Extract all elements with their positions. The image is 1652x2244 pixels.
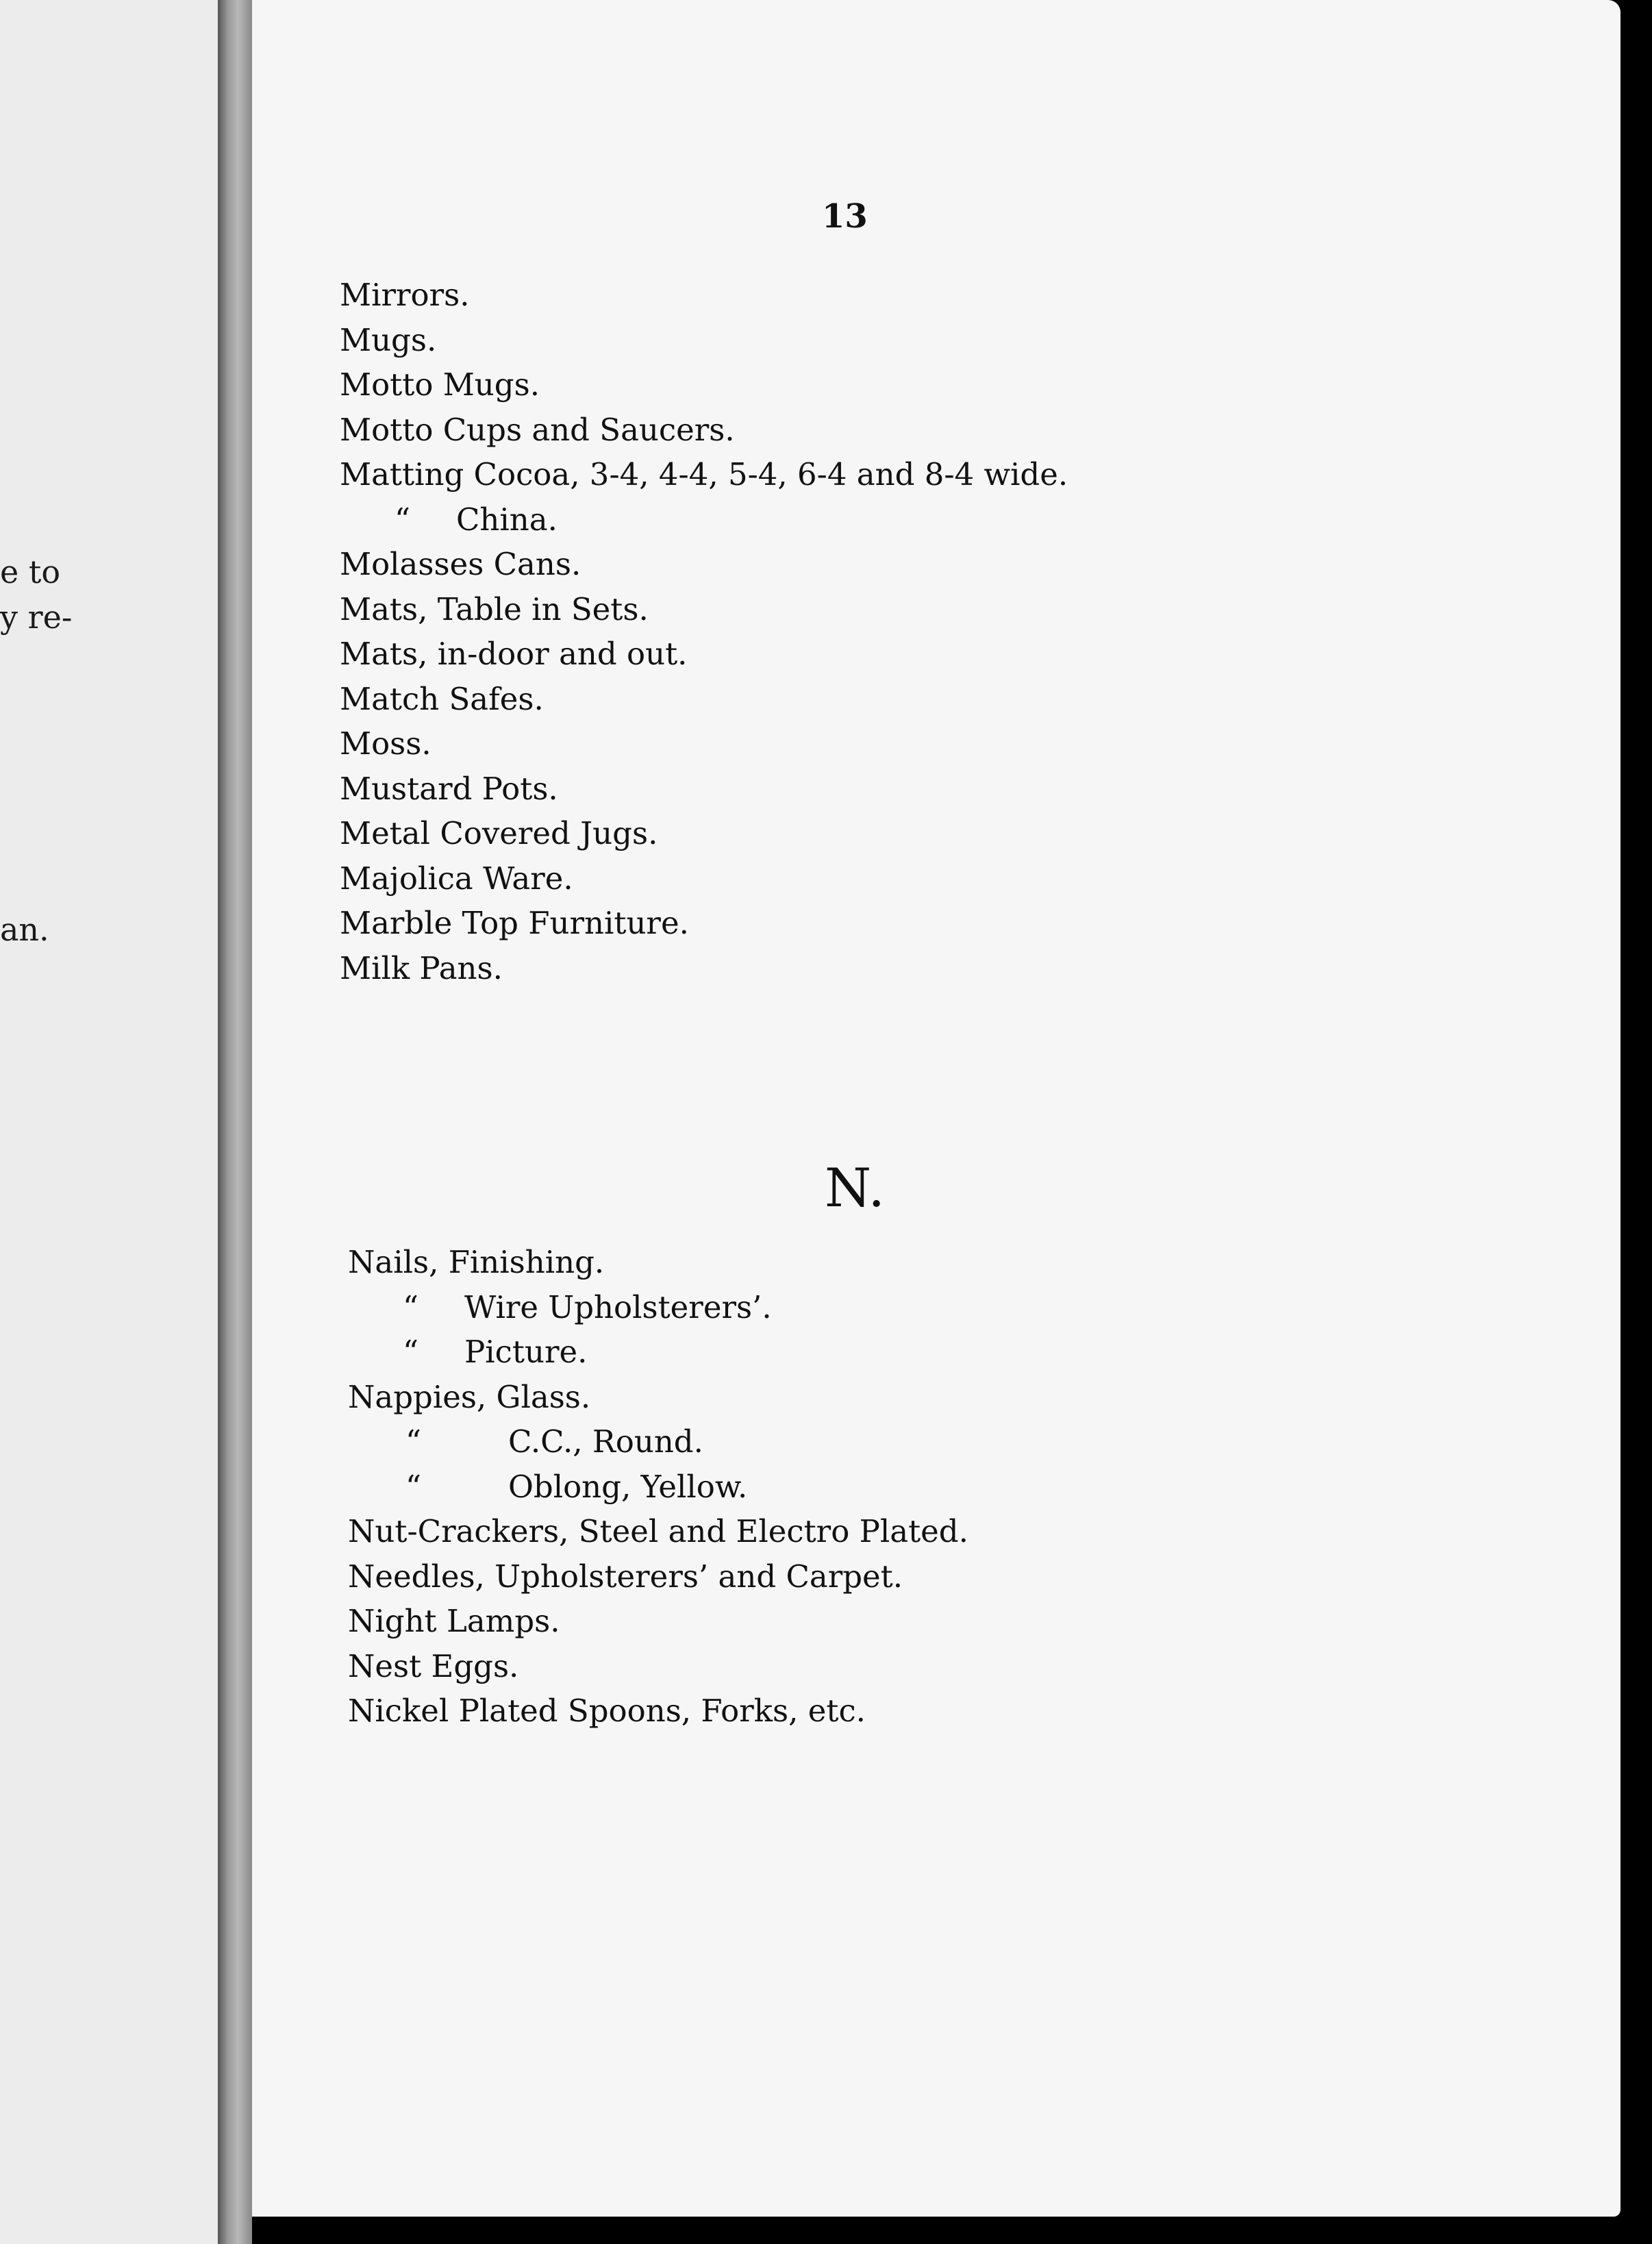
list-item: Nest Eggs. — [348, 1647, 519, 1684]
list-item-ditto — [348, 1419, 968, 1464]
catalog-page — [252, 0, 1620, 2217]
ditto-mark: “ — [405, 1423, 422, 1460]
list-item: Milk Pans. — [340, 949, 503, 986]
list-item: Mats, in-door and out. — [340, 636, 688, 672]
list-item-ditto — [348, 1330, 968, 1375]
list-item: Marble Top Furniture. — [340, 905, 689, 941]
left-page-fragment: an. — [0, 911, 49, 948]
left-page-fragment: e to — [0, 553, 61, 590]
list-item-text: Wire Upholsterers’. — [464, 1288, 772, 1325]
list-item: Motto Mugs. — [340, 366, 540, 403]
list-item: Night Lamps. — [348, 1603, 560, 1639]
list-item: Matting Cocoa, 3-4, 4-4, 5-4, 6-4 and 8-4 wide. — [340, 456, 1068, 493]
list-item: Nut-Crackers, Steel and Electro Plated. — [348, 1513, 968, 1549]
list-item: Match Safes. — [340, 680, 544, 717]
ditto-mark: “ — [395, 501, 411, 538]
list-item: Motto Cups and Saucers. — [340, 411, 735, 448]
list-item: Nails, Finishing. — [348, 1244, 605, 1280]
list-item: Needles, Upholsterers’ and Carpet. — [348, 1558, 903, 1595]
section-heading-n: N. — [825, 1158, 886, 1219]
list-item: Nickel Plated Spoons, Forks, etc. — [348, 1693, 866, 1729]
list-item: Mirrors. — [340, 277, 470, 313]
list-item: Mats, Table in Sets. — [340, 590, 649, 627]
list-item-ditto — [348, 1464, 968, 1510]
left-facing-page — [0, 0, 218, 2244]
list-item: Molasses Cans. — [340, 546, 581, 582]
list-item-text: Picture. — [464, 1334, 588, 1370]
ditto-mark: “ — [405, 1468, 422, 1505]
list-item: Nappies, Glass. — [348, 1378, 591, 1415]
list-item-ditto — [348, 1285, 968, 1330]
left-page-fragment: y re- — [0, 599, 73, 636]
list-item: Mugs. — [340, 321, 437, 358]
page-number: 13 — [822, 197, 868, 236]
list-item-text: C.C., Round. — [508, 1423, 703, 1460]
list-item: Mustard Pots. — [340, 770, 558, 807]
ditto-mark: “ — [403, 1334, 419, 1370]
list-item: Majolica Ware. — [340, 860, 573, 897]
section-m-list — [340, 273, 1068, 990]
list-item-text: China. — [456, 501, 558, 538]
section-n-list — [348, 1240, 968, 1734]
ditto-mark: “ — [403, 1288, 419, 1325]
list-item-ditto — [340, 497, 1068, 543]
list-item: Metal Covered Jugs. — [340, 815, 658, 851]
book-gutter — [218, 0, 252, 2244]
list-item: Moss. — [340, 725, 431, 762]
list-item-text: Oblong, Yellow. — [508, 1468, 748, 1505]
